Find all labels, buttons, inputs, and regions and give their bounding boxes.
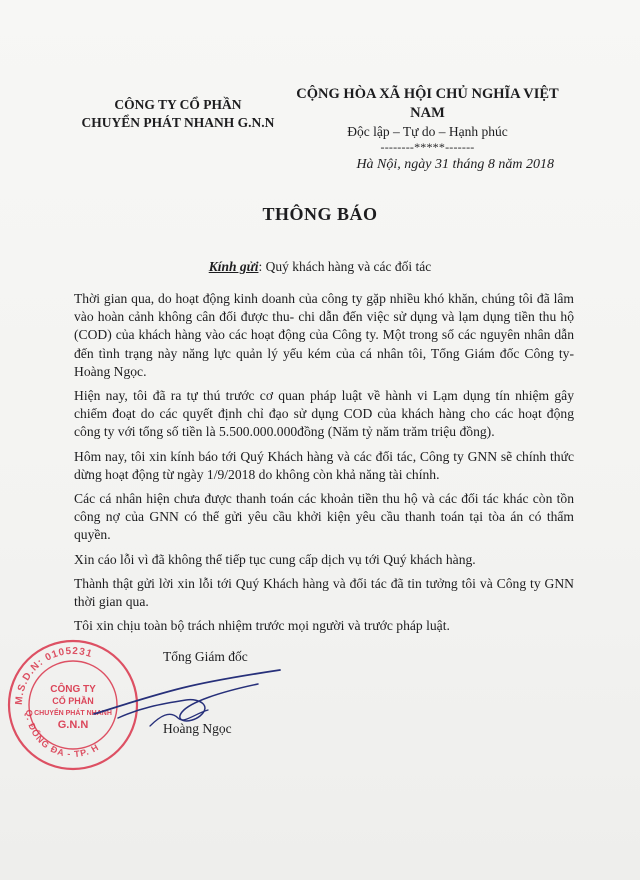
body-paragraph: Hiện nay, tôi đã ra tự thú trước cơ quan pháp luật về hành vi Lạm dụng tín nhiệm gây chiếm đoạt do các quyết định chỉ đạo sử dụng COD của khách hàng cho các hoạt động công ty với tổng số tiền là 5.500.000.000đồng (Năm tỷ năm trăm triệu đồng).: [74, 388, 574, 440]
recipient-label: Kính gửi: [208, 259, 259, 274]
company-name-line1: CÔNG TY CỔ PHẦN: [114, 97, 242, 112]
body-paragraph: Hôm nay, tôi xin kính báo tới Quý Khách hàng và các đối tác, Công ty GNN sẽ chính thức dừng hoạt động từ ngày 1/9/2018 do không còn khả năng tài chính.: [74, 448, 574, 482]
document-title: THÔNG BÁO: [262, 204, 378, 224]
seal-ring-bottom-text: Q. ĐỐNG ĐA - TP. H: [23, 709, 101, 760]
seal-ring-text: M.S.D.N: 0105231: [13, 645, 94, 706]
company-name-line2: CHUYỂN PHÁT NHANH G.N.N: [81, 115, 275, 130]
body-paragraph: Các cá nhân hiện chưa được thanh toán các khoản tiền thu hộ và các đối tác khác còn tồn công nợ của GNN có thể gửi yêu cầu khởi kiện yêu cầu thanh toán tại tòa án có thẩm quyền.: [74, 491, 574, 543]
notice-body: [74, 290, 574, 641]
company-header: [78, 96, 278, 132]
nation-name: CỘNG HÒA XÃ HỘI CHỦ NGHĨA VIỆT NAM: [296, 86, 559, 121]
signatory-title: Tổng Giám đốc: [163, 649, 248, 664]
signatory-name: Hoàng Ngọc: [163, 721, 232, 736]
body-paragraph: Thời gian qua, do hoạt động kinh doanh của công ty gặp nhiều khó khăn, chúng tôi đã lâm vào hoàn cảnh không cân đối được thu- chi dẫn đến việc sử dụng và lạm dụng tiền thu hộ (COD) của khách hàng vào các hoạt động của Công ty. Một trong số các nguyên nhân dẫn đến tình trạng này năng lực quản lý yếu kém của cá nhân tôi, Tổng Giám đốc Công ty- Hoàng Ngọc.: [74, 291, 574, 379]
seal-center-line1: CÔNG TY: [50, 684, 96, 695]
body-paragraph: Xin cáo lỗi vì đã không thể tiếp tục cung cấp dịch vụ tới Quý khách hàng.: [74, 551, 476, 567]
body-paragraph: Tôi xin chịu toàn bộ trách nhiệm trước mọi người và trước pháp luật.: [74, 618, 450, 634]
national-motto: Độc lập – Tự do – Hạnh phúc: [347, 124, 508, 139]
seal-center-line4: G.N.N: [57, 719, 89, 731]
date-place-line: Hà Nội, ngày 31 tháng 8 năm 2018: [356, 157, 554, 172]
seal-center-line3: CHUYỂN PHÁT NHANH: [34, 710, 112, 717]
national-header: [285, 85, 570, 154]
recipient-line: [0, 259, 640, 275]
recipient-text: : Quý khách hàng và các đối tác: [258, 259, 432, 274]
seal-center-line2: CỔ PHẦN: [52, 696, 94, 706]
body-paragraph: Thành thật gửi lời xin lỗi tới Quý Khách hàng và đối tác đã tin tưởng tôi và Công ty GNN thời gian qua.: [74, 575, 574, 610]
motto-divider: --------*****-------: [380, 140, 475, 154]
